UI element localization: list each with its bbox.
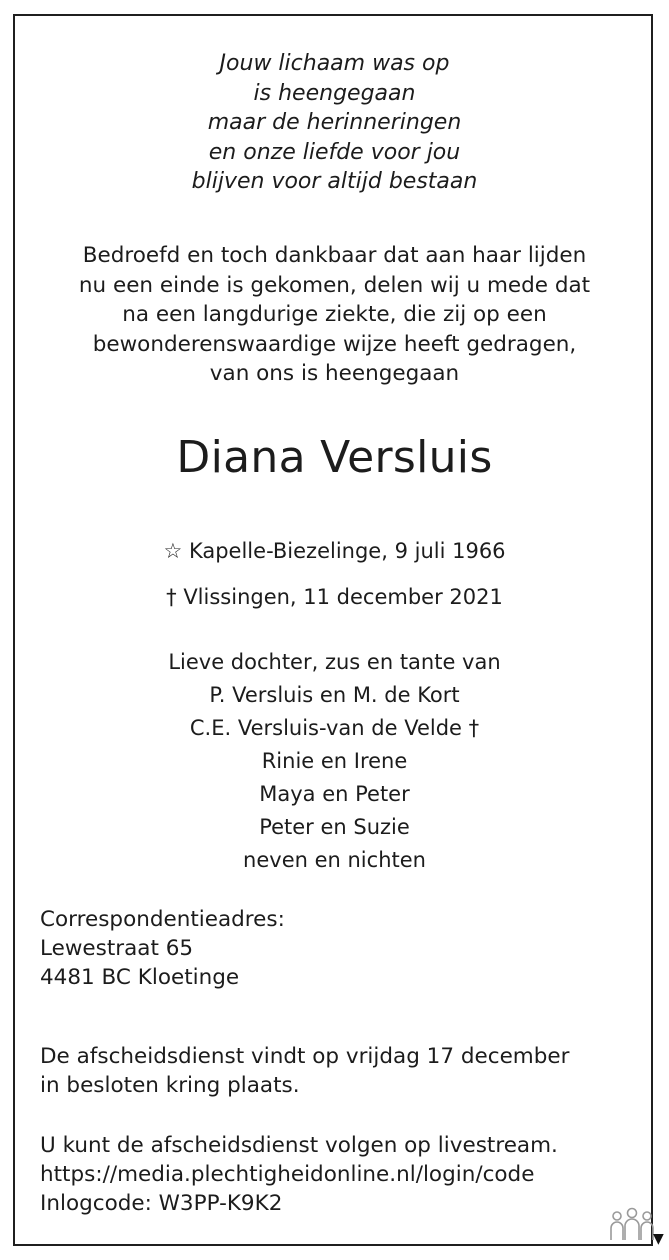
family-line: Peter en Suzie: [259, 815, 410, 839]
poem-line: Jouw lichaam was op: [219, 51, 450, 76]
cross-icon: †: [166, 585, 177, 609]
intro-line: nu een einde is gekomen, delen wij u mede dat: [78, 272, 591, 298]
intro-line: Bedroefd en toch dankbaar dat aan haar lijden: [82, 243, 587, 268]
address-line: 4481 BC Kloetinge: [40, 965, 240, 990]
family-line: Lieve dochter, zus en tante van: [168, 650, 501, 674]
poem-line: maar de herinneringen: [207, 110, 462, 135]
correspondence-address: [40, 905, 285, 992]
intro-line: van ons is heengegaan: [209, 361, 460, 386]
deceased-name: Diana Versluis: [176, 432, 493, 483]
service-line: De afscheidsdienst vindt op vrijdag 17 december: [40, 1044, 570, 1069]
poem: [0, 49, 669, 197]
death-place-date: Vlissingen, 11 december 2021: [183, 585, 503, 609]
arrow-down-icon: ▼: [653, 1231, 664, 1247]
people-group-logo-icon: [608, 1204, 656, 1244]
family-line: neven en nichten: [243, 848, 426, 872]
service-line: in besloten kring plaats.: [40, 1073, 300, 1098]
poem-line: blijven voor altijd bestaan: [191, 169, 478, 194]
birth-place-date: Kapelle-Biezelinge, 9 juli 1966: [188, 539, 506, 563]
star-icon: ☆: [163, 539, 183, 563]
service-info: [40, 1042, 569, 1100]
livestream-line: U kunt de afscheidsdienst volgen op livestream.: [40, 1133, 558, 1158]
death-line: [0, 582, 669, 612]
login-code: Inlogcode: W3PP-K9K2: [40, 1191, 283, 1216]
family-line: P. Versluis en M. de Kort: [209, 683, 460, 707]
intro-line: na een langdurige ziekte, die zij op een: [122, 302, 547, 327]
address-line: Correspondentieadres:: [40, 907, 285, 932]
poem-line: is heengegaan: [253, 80, 416, 106]
intro-line: bewonderenswaardige wijze heeft gedragen,: [92, 331, 577, 357]
family-line: Rinie en Irene: [261, 749, 408, 773]
family-list: [0, 646, 669, 877]
birth-line: [0, 536, 669, 566]
livestream-url[interactable]: https://media.plechtigheidonline.nl/login/code: [40, 1162, 535, 1187]
family-line: C.E. Versluis-van de Velde †: [189, 716, 480, 740]
address-line: Lewestraat 65: [40, 936, 194, 961]
poem-line: en onze liefde voor jou: [208, 139, 461, 165]
livestream-info: [40, 1131, 558, 1218]
intro-text: [0, 241, 669, 389]
family-line: Maya en Peter: [259, 782, 410, 806]
